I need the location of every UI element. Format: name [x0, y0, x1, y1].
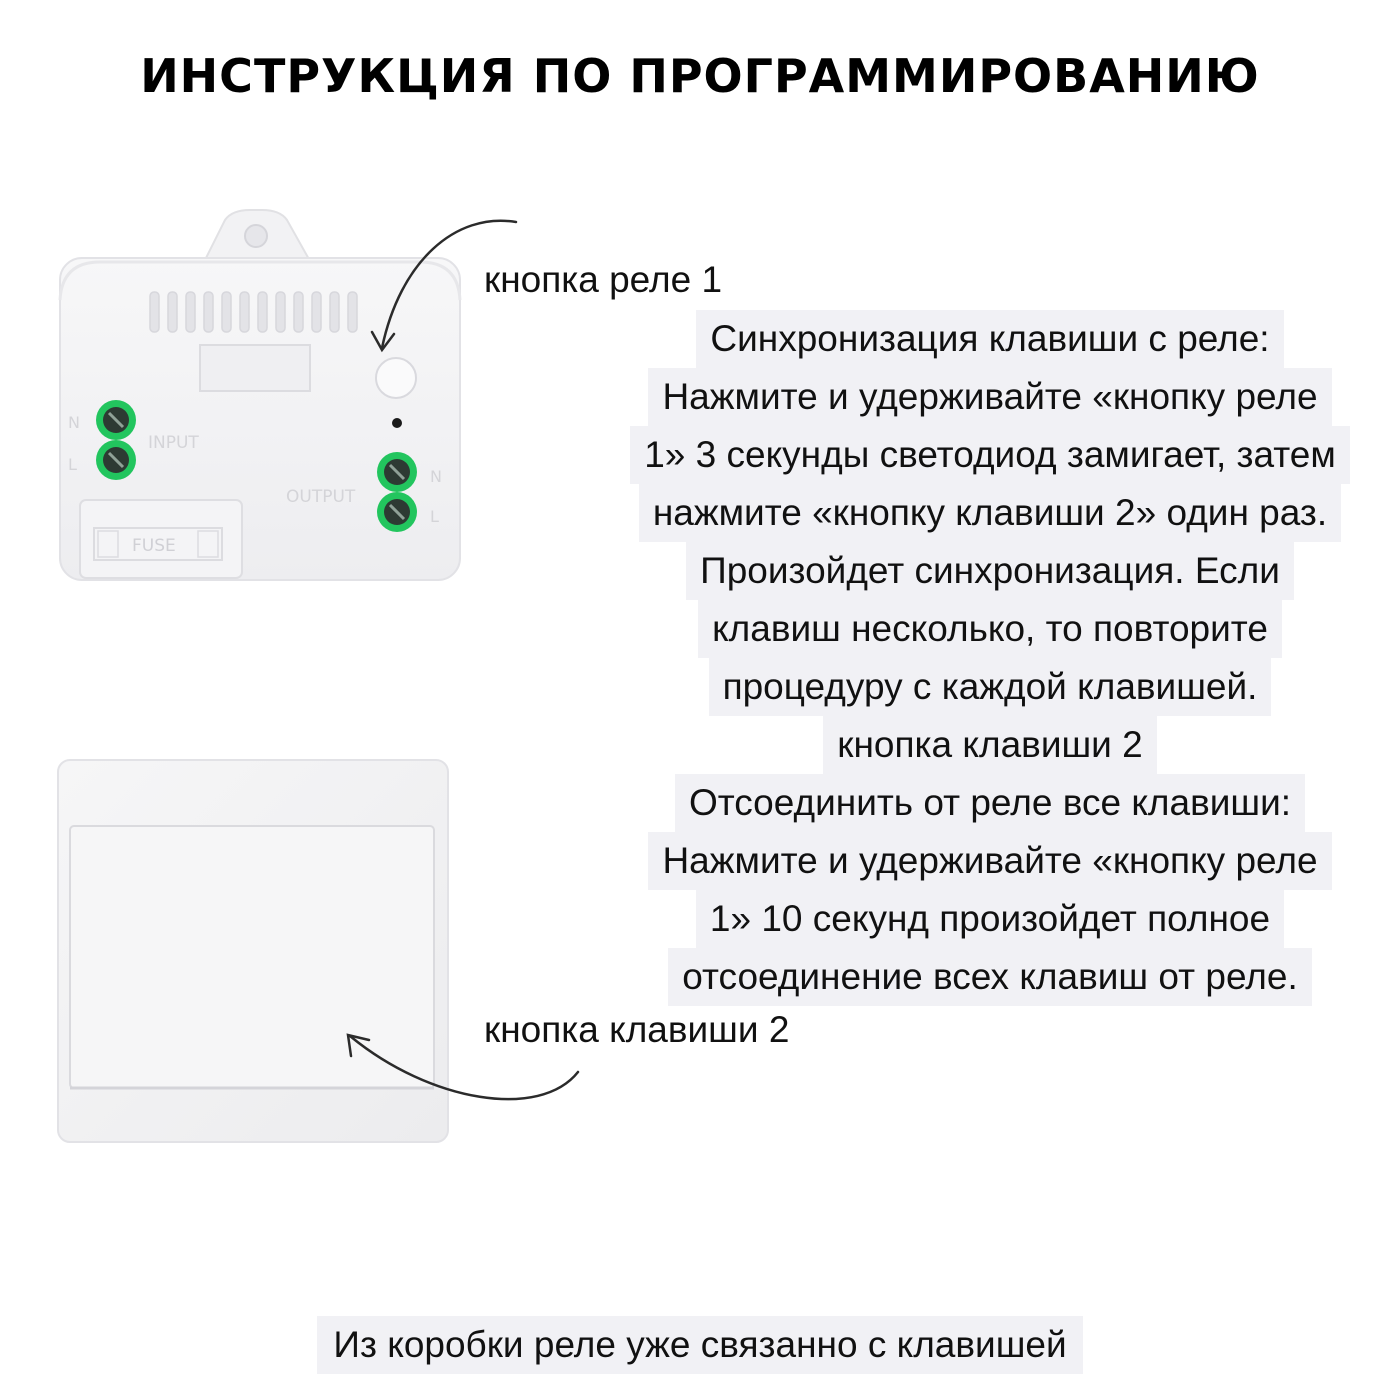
svg-text:L: L: [68, 455, 77, 474]
sync-line: Нажмите и удерживайте «кнопку реле: [648, 368, 1331, 426]
unpair-instructions: [560, 774, 1400, 1006]
sync-line: клавиш несколько, то повторите: [698, 600, 1282, 658]
switch-key-2: [70, 826, 434, 1088]
unpair-line: Нажмите и удерживайте «кнопку реле: [648, 832, 1331, 890]
unpair-line: 1» 10 секунд произойдет полное: [696, 890, 1284, 948]
unpair-line: отсоединение всех клавиш от реле.: [668, 948, 1312, 1006]
relay-button-label: кнопка реле 1: [484, 259, 723, 300]
led-indicator: [392, 418, 402, 428]
sync-line: 1» 3 секунды светодиод замигает, затем: [630, 426, 1350, 484]
switch-button-label: кнопка клавиши 2: [484, 1009, 790, 1050]
svg-text:N: N: [430, 467, 442, 486]
sync-line: Произойдет синхронизация. Если: [686, 542, 1294, 600]
sync-line: нажмите «кнопку клавиши 2» один раз.: [639, 484, 1341, 542]
wall-switch-image: [58, 760, 448, 1142]
svg-text:N: N: [68, 413, 80, 432]
sync-instructions: [560, 310, 1400, 774]
svg-text:OUTPUT: OUTPUT: [286, 487, 356, 507]
svg-text:FUSE: FUSE: [132, 536, 176, 556]
footer-note-wrapper: [0, 1316, 1400, 1374]
sync-line: кнопка клавиши 2: [823, 716, 1156, 774]
footer-note: Из коробки реле уже связанно с клавишей: [317, 1316, 1082, 1374]
unpair-line: Отсоединить от реле все клавиши:: [675, 774, 1305, 832]
sync-line: процедуру с каждой клавишей.: [709, 658, 1272, 716]
sync-line: Синхронизация клавиши с реле:: [696, 310, 1283, 368]
svg-text:L: L: [430, 507, 439, 526]
svg-text:INPUT: INPUT: [148, 433, 199, 453]
page-title: ИНСТРУКЦИЯ ПО ПРОГРАММИРОВАНИЮ: [140, 49, 1260, 103]
relay-button-1: [376, 358, 416, 398]
